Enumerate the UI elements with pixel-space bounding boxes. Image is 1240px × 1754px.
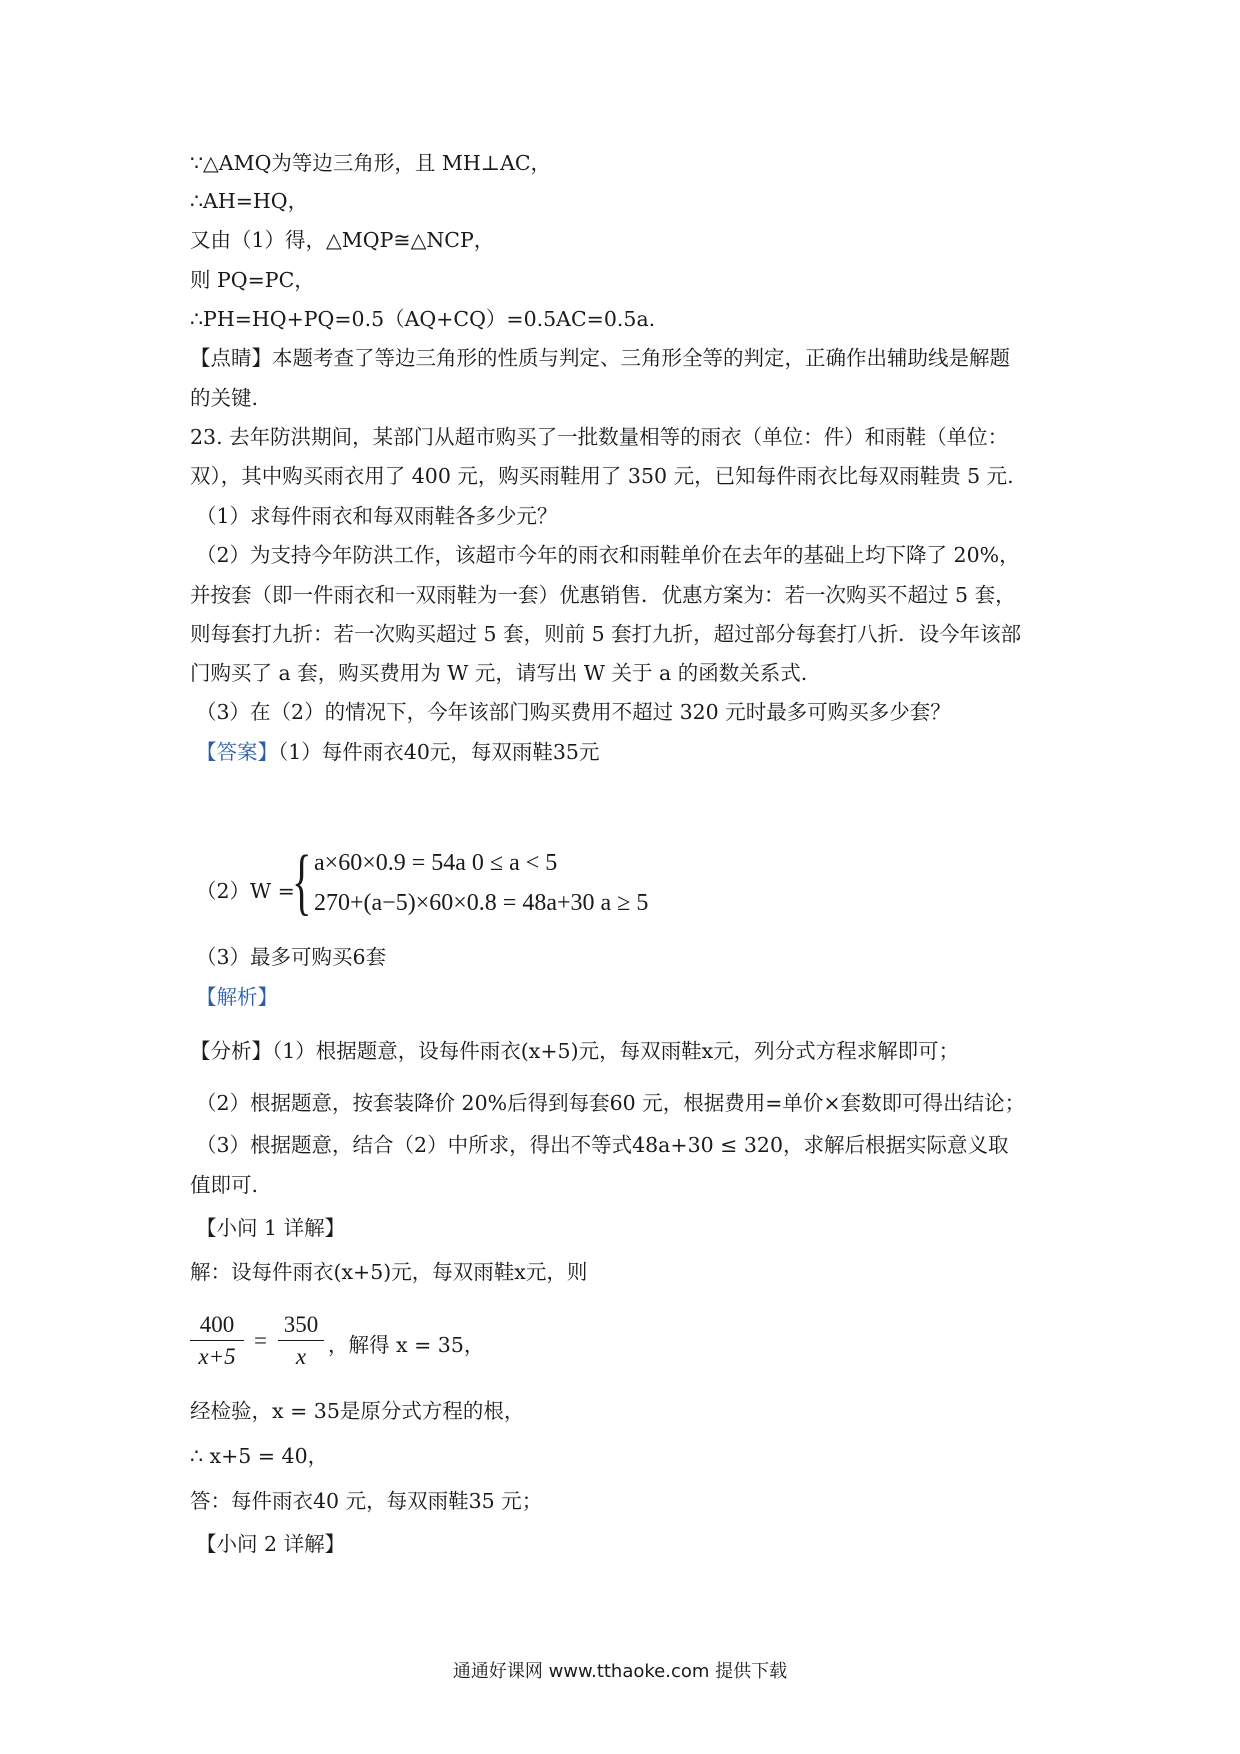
- comment-line: 【点睛】本题考查了等边三角形的性质与判定、三角形全等的判定，正确作出辅助线是解题: [190, 346, 1010, 370]
- detail-1-line: ∴ x+5 = 40，: [190, 1444, 329, 1468]
- answer-1: （1）每件雨衣40元，每双雨鞋35元: [278, 740, 600, 764]
- text-line: ∴AH=HQ，: [190, 189, 309, 213]
- detail-1-line: 经检验，x = 35是原分式方程的根，: [190, 1399, 525, 1423]
- question-23-part-3: （3）在（2）的情况下，今年该部门购买费用不超过 320 元时最多可购买多少套？: [196, 700, 951, 724]
- fraction-1-denominator: x+5: [198, 1344, 236, 1369]
- text-line: ∵△AMQ为等边三角形，且 MH⊥AC，: [190, 151, 552, 175]
- question-23-line: 则每套打九折：若一次购买超过 5 套，则前 5 套打九折，超过部分每套打八折．设今年该部: [190, 622, 1022, 646]
- equals-sign: =: [254, 1328, 267, 1353]
- analysis-line: 值即可.: [190, 1173, 259, 1197]
- question-23-line: 23. 去年防洪期间，某部门从超市购买了一批数量相等的雨衣（单位：件）和雨鞋（单位：: [190, 425, 1009, 449]
- detail-1-line: 答：每件雨衣40 元，每双雨鞋35 元；: [190, 1489, 543, 1513]
- detail-1-title: 【小问 1 详解】: [196, 1216, 346, 1240]
- answer-line: [196, 738, 599, 766]
- text-line: 则 PQ=PC，: [190, 268, 315, 292]
- question-23-line: 门购买了 a 套，购买费用为 W 元，请写出 W 关于 a 的函数关系式.: [190, 661, 808, 685]
- analysis-line: 【分析】（1）根据题意，设每件雨衣(x+5)元，每双雨鞋x元，列分式方程求解即可；: [190, 1039, 960, 1063]
- fraction-1: [190, 1310, 244, 1373]
- fraction-2-denominator: x: [295, 1344, 307, 1369]
- analysis-line: （3）根据题意，结合（2）中所求，得出不等式48a+30 ≤ 320，求解后根据实际意义取: [196, 1133, 1009, 1157]
- question-23-part-2: （2）为支持今年防洪工作，该超市今年的雨衣和雨鞋单价在去年的基础上均下降了 20%，: [196, 543, 1020, 567]
- fraction-2-numerator: 350: [278, 1310, 324, 1341]
- analysis-line: （2）根据题意，按套装降价 20%后得到每套60 元，根据费用=单价×套数即可得出结论；: [196, 1091, 1026, 1115]
- fraction-2: [278, 1310, 324, 1373]
- left-brace-icon: {: [292, 841, 312, 923]
- fraction-1-numerator: 400: [190, 1310, 244, 1341]
- detail-2-title: 【小问 2 详解】: [196, 1532, 346, 1556]
- question-23-line: 双），其中购买雨衣用了 400 元，购买雨鞋用了 350 元，已知每件雨衣比每双雨鞋贵 5 元.: [190, 464, 1014, 488]
- question-23-line: 并按套（即一件雨衣和一双雨鞋为一套）优惠销售．优惠方案为：若一次购买不超过 5 套，: [190, 583, 1016, 607]
- detail-1-line: 解：设每件雨衣(x+5)元，每双雨鞋x元，则: [190, 1260, 588, 1284]
- answer-2-label: （2）W =: [196, 879, 295, 903]
- text-line: 又由（1）得，△MQP≅△NCP，: [190, 228, 495, 252]
- comment-line: 的关键.: [190, 386, 259, 410]
- footer-watermark: 通通好课网 www.tthaoke.com 提供下载: [452, 1661, 788, 1682]
- piecewise-row-1: a×60×0.9 = 54a 0 ≤ a < 5: [314, 850, 558, 876]
- piecewise-row-2: 270+(a−5)×60×0.8 = 48a+30 a ≥ 5: [314, 890, 649, 916]
- text-line: ∴PH=HQ+PQ=0.5（AQ+CQ）=0.5AC=0.5a.: [190, 307, 656, 331]
- answer-3: （3）最多可购买6套: [196, 945, 387, 969]
- answer-tag: 【答案】: [196, 740, 278, 764]
- analysis-tag: 【解析】: [196, 985, 278, 1009]
- solution-text: ，解得 x = 35，: [328, 1333, 485, 1357]
- question-23-part-1: （1）求每件雨衣和每双雨鞋各多少元？: [196, 504, 558, 528]
